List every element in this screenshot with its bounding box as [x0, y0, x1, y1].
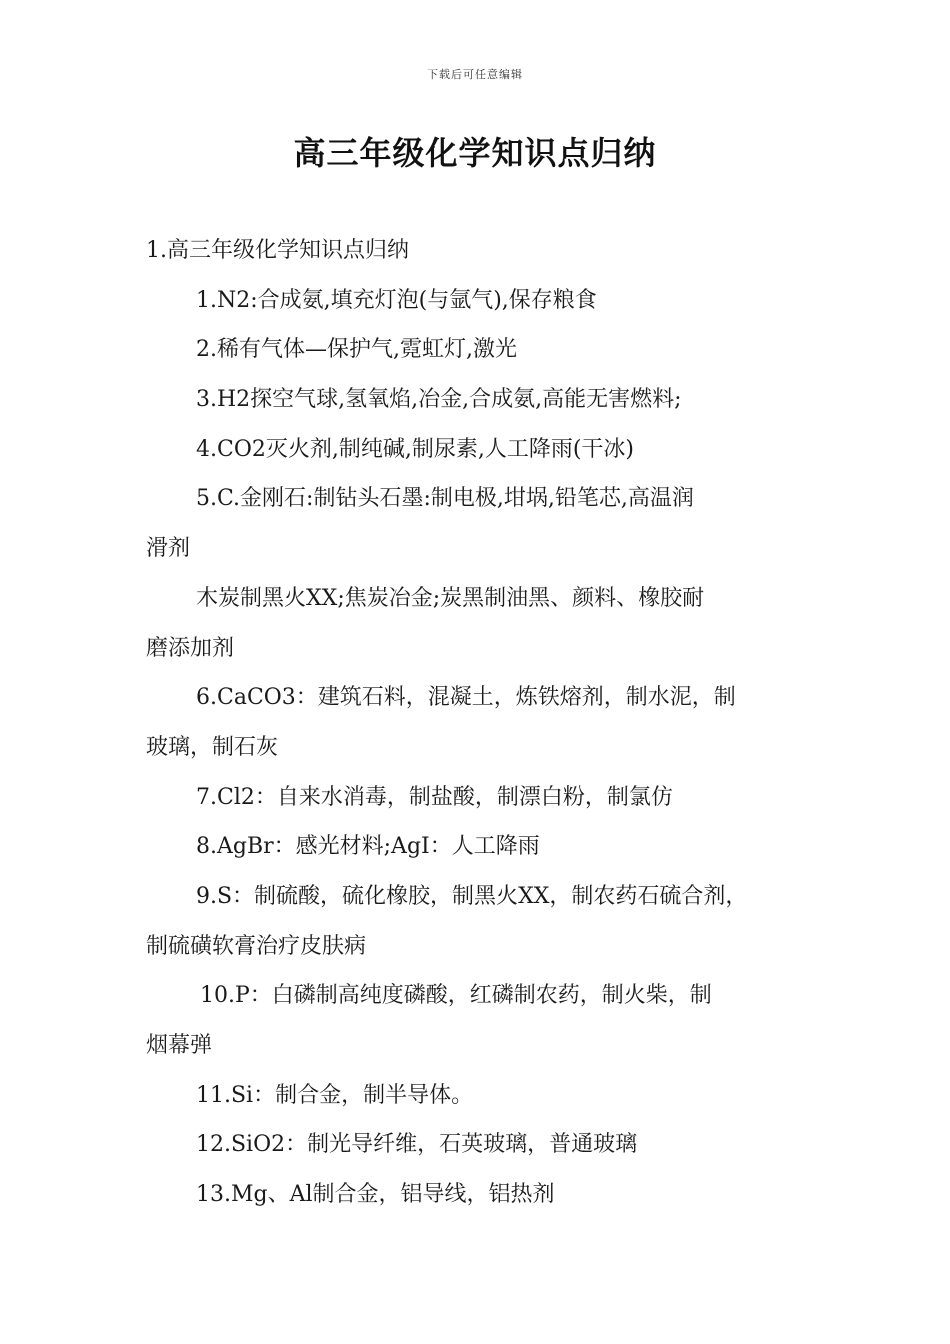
list-item: 4.CO2灭火剂,制纯碱,制尿素,人工降雨(干冰) — [196, 436, 635, 462]
list-item: 10.P：白磷制高纯度磷酸，红磷制农药，制火柴，制 — [200, 983, 712, 1009]
list-item-continuation: 滑剂 — [146, 536, 191, 562]
header-note: 下载后可任意编辑 — [427, 68, 523, 81]
list-item: 11.Si：制合金，制半导体。 — [196, 1082, 474, 1108]
document-body — [146, 226, 811, 1220]
list-item-continuation: 烟幕弹 — [146, 1033, 213, 1058]
list-item-continuation: 制硫磺软膏治疗皮肤病 — [146, 933, 367, 959]
document-title: 高三年级化学知识点归纳 — [293, 134, 657, 172]
list-item: 5.C.金刚石:制钻头石墨:制电极,坩埚,铅笔芯,高温润 — [196, 486, 694, 512]
list-item-continuation: 玻璃，制石灰 — [146, 734, 279, 760]
list-item: 12.SiO2：制光导纤维，石英玻璃，普通玻璃 — [196, 1132, 638, 1158]
list-item: 7.Cl2：自来水消毒，制盐酸，制漂白粉，制氯仿 — [196, 784, 673, 810]
list-item: 1.N2:合成氨,填充灯泡(与氩气),保存粮食 — [196, 287, 597, 313]
section-heading: 1.高三年级化学知识点归纳 — [146, 238, 409, 263]
list-item: 13.Mg、Al制合金，铝导线，铝热剂 — [196, 1182, 555, 1208]
list-item: 2.稀有气体—保护气,霓虹灯,激光 — [196, 337, 517, 363]
list-item-continuation: 磨添加剂 — [146, 635, 235, 661]
list-item: 6.CaCO3：建筑石料，混凝土，炼铁熔剂，制水泥，制 — [196, 685, 736, 711]
list-item: 9.S：制硫酸，硫化橡胶，制黑火XX，制农药石硫合剂， — [196, 883, 748, 909]
list-item: 3.H2探空气球,氢氧焰,冶金,合成氨,高能无害燃料; — [196, 387, 682, 413]
list-item: 木炭制黑火XX;焦炭冶金;炭黑制油黑、颜料、橡胶耐 — [196, 585, 705, 611]
list-item: 8.AgBr：感光材料;AgI：人工降雨 — [196, 834, 540, 860]
